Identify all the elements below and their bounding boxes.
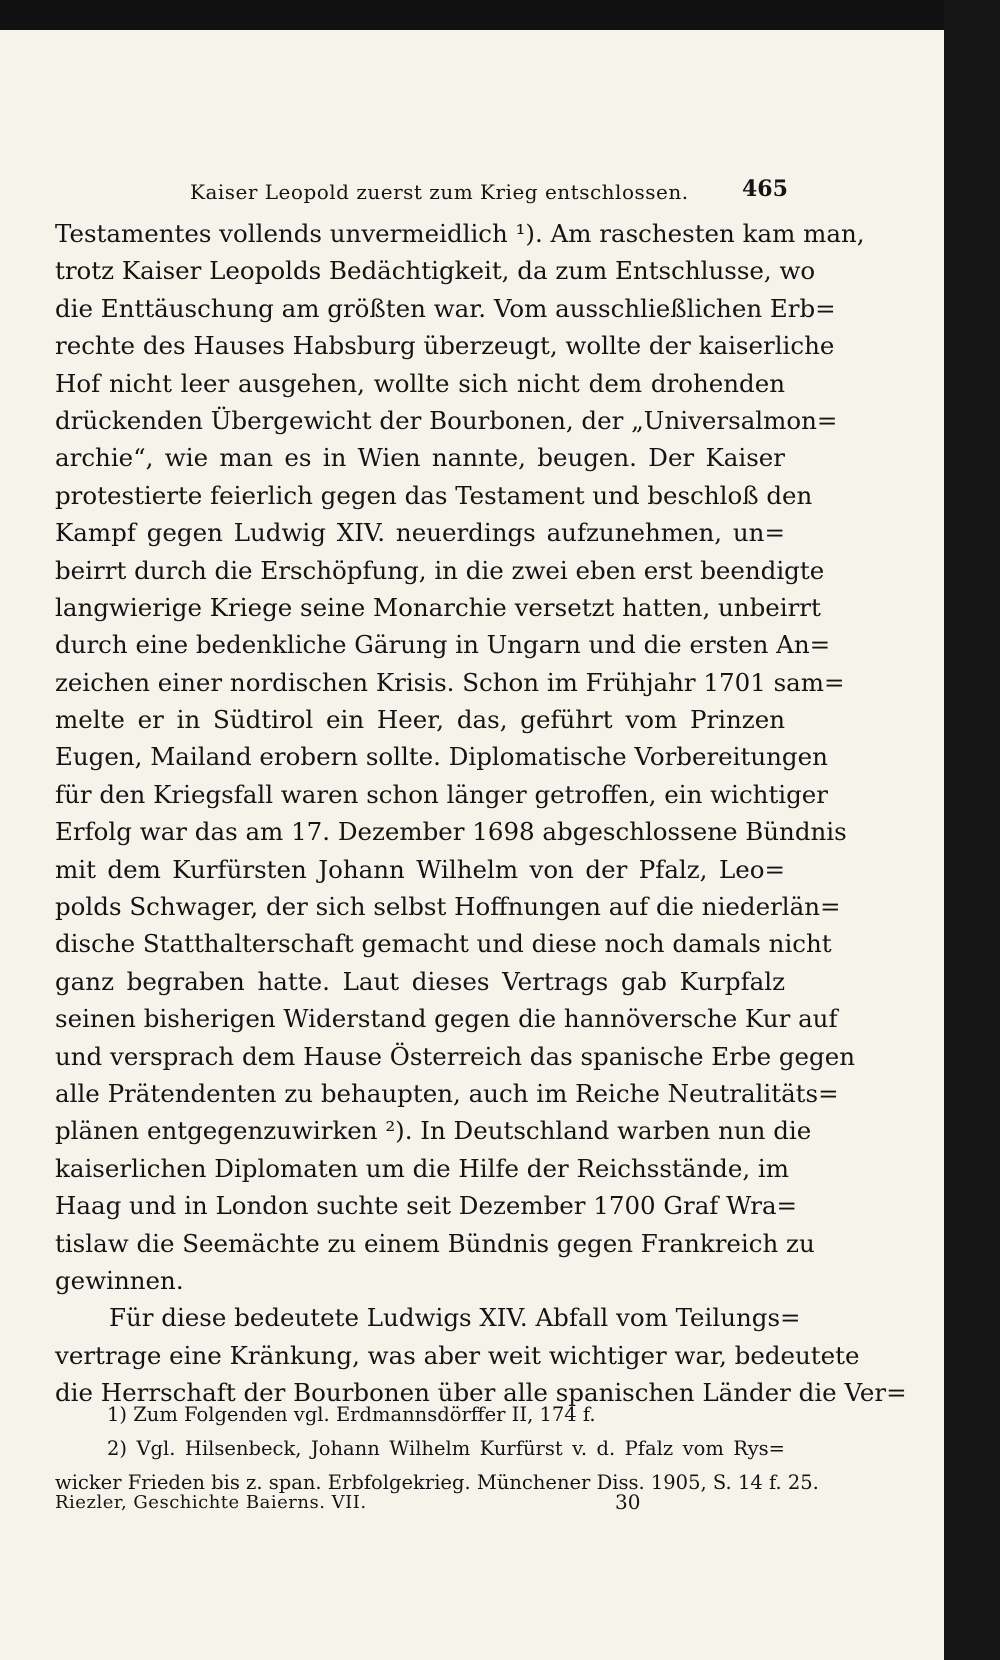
book-page [0, 30, 944, 1660]
body-line: melte er in Südtirol ein Heer, das, geführt vom Prinzen [55, 705, 785, 735]
body-line: rechte des Hauses Habsburg überzeugt, wollte der kaiserliche [55, 331, 835, 361]
body-line: Testamentes vollends unvermeidlich ¹). Am raschesten kam man, [55, 219, 865, 248]
body-line: mit dem Kurfürsten Johann Wilhelm von der Pfalz, Leo= [55, 854, 785, 884]
body-line: die Herrschaft der Bourbonen über alle spanischen Länder die Ver= [55, 1378, 907, 1408]
body-line: Kampf gegen Ludwig XIV. neuerdings aufzunehmen, un= [55, 518, 785, 548]
body-line: kaiserlichen Diplomaten um die Hilfe der Reichsstände, im [55, 1153, 789, 1183]
body-line: ganz begraben hatte. Laut dieses Vertrags gab Kurpfalz [55, 966, 785, 996]
body-line: dische Statthalterschaft gemacht und diese noch damals nicht [55, 929, 832, 959]
sheet-number: 30 [615, 1490, 641, 1514]
scan-right-border [944, 0, 1000, 1660]
body-line: protestierte feierlich gegen das Testament und beschloß den [55, 480, 813, 510]
body-line: zeichen einer nordischen Krisis. Schon im Frühjahr 1701 sam= [55, 667, 845, 697]
body-text [55, 215, 907, 1412]
body-line: seinen bisherigen Widerstand gegen die hannöversche Kur auf [55, 1004, 838, 1034]
body-line: archie“, wie man es in Wien nannte, beugen. Der Kaiser [55, 443, 785, 473]
footnote-2: 2) Vgl. Hilsenbeck, Johann Wilhelm Kurfürst v. d. Pfalz vom Rys= [107, 1437, 785, 1460]
footnote-2-continued: wicker Frieden bis z. span. Erbfolgekrieg. Münchener Diss. 1905, S. 14 f. 25. [55, 1471, 819, 1494]
body-line: plänen entgegenzuwirken ²). In Deutschland warben nun die [55, 1116, 812, 1146]
body-line: Eugen, Mailand erobern sollte. Diplomatische Vorbereitungen [55, 742, 828, 772]
footnote-1: 1) Zum Folgenden vgl. Erdmannsdörffer II, 174 f. [107, 1403, 596, 1426]
body-line-paragraph-start: Für diese bedeutete Ludwigs XIV. Abfall vom Teilungs= [109, 1303, 801, 1333]
body-line: durch eine bedenkliche Gärung in Ungarn und die ersten An= [55, 630, 831, 660]
body-line: gewinnen. [55, 1265, 184, 1295]
body-line: Haag und in London suchte seit Dezember 1700 Graf Wra= [55, 1191, 798, 1221]
body-line: Erfolg war das am 17. Dezember 1698 abgeschlossene Bündnis [55, 817, 847, 847]
page-number: 465 [742, 176, 788, 202]
body-line: und versprach dem Hause Österreich das spanische Erbe gegen [55, 1041, 856, 1071]
footnotes [55, 1398, 819, 1500]
body-line: die Enttäuschung am größten war. Vom ausschließlichen Erb= [55, 293, 836, 323]
body-line: für den Kriegsfall waren schon länger getroffen, ein wichtiger [55, 779, 829, 809]
printer-signature: Riezler, Geschichte Baierns. VII. [55, 1492, 367, 1513]
body-line: vertrage eine Kränkung, was aber weit wichtiger war, bedeutete [55, 1340, 860, 1370]
body-line: tislaw die Seemächte zu einem Bündnis gegen Frankreich zu [55, 1228, 815, 1258]
body-line: beirrt durch die Erschöpfung, in die zwei eben erst beendigte [55, 555, 825, 585]
body-line: langwierige Kriege seine Monarchie versetzt hatten, unbeirrt [55, 592, 821, 622]
body-line: Hof nicht leer ausgehen, wollte sich nicht dem drohenden [55, 368, 785, 398]
body-line: polds Schwager, der sich selbst Hoffnungen auf die niederlän= [55, 892, 841, 922]
body-line: drückenden Übergewicht der Bourbonen, der „Universalmon= [55, 405, 838, 435]
scan-top-border [0, 0, 944, 30]
running-title: Kaiser Leopold zuerst zum Krieg entschlossen. [190, 180, 689, 204]
body-line: alle Prätendenten zu behaupten, auch im Reiche Neutralitäts= [55, 1078, 839, 1108]
body-line: trotz Kaiser Leopolds Bedächtigkeit, da zum Entschlusse, wo [55, 256, 816, 286]
